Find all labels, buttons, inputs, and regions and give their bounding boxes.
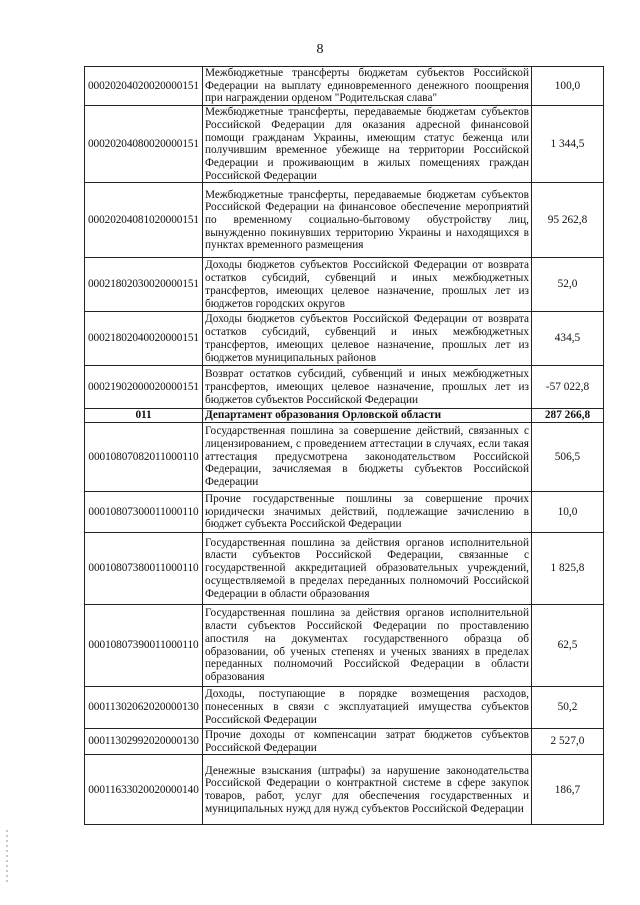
description-cell: Доходы бюджетов субъектов Российской Федерации от возврата остатков субсидий, субвенций и иных межбюджетных трансфертов, имеющих целевое назначение, прошлых лет из бюджетов муниципальных районов bbox=[203, 312, 532, 366]
description-cell: Департамент образования Орловской области bbox=[203, 409, 532, 423]
amount-cell: 62,5 bbox=[532, 605, 604, 687]
table-row bbox=[85, 605, 604, 687]
table-row bbox=[85, 183, 604, 258]
code-cell: 00020204081020000151 bbox=[85, 183, 203, 258]
table-row bbox=[85, 366, 604, 409]
description-cell: Государственная пошлина за действия органов исполнительной власти субъектов Российской Федерации, связанные с государственной аккредитацией образовательных учреждений, осуществляемой в пределах переданных полномочий Российской Федерации в области образования bbox=[203, 533, 532, 605]
amount-cell: -57 022,8 bbox=[532, 366, 604, 409]
description-cell: Межбюджетные трансферты, передаваемые бюджетам субъектов Российской Федерации для оказания адресной финансовой помощи гражданам Украины, имеющим статус беженца или получившим временное убежище на территории Российской Федерации и проживающим в жилых помещениях граждан Российской Федерации bbox=[203, 106, 532, 183]
description-cell: Межбюджетные трансферты, передаваемые бюджетам субъектов Российской Федерации на финансовое обеспечение мероприятий по временному социально-бытовому обустройству лиц, вынужденно покинувших территорию Украины и находящихся в пунктах временного размещения bbox=[203, 183, 532, 258]
table-row bbox=[85, 258, 604, 312]
description-cell: Возврат остатков субсидий, субвенций и иных межбюджетных трансфертов, имеющих целевое назначение, прошлых лет из бюджетов субъектов Российской Федерации bbox=[203, 366, 532, 409]
amount-cell: 10,0 bbox=[532, 492, 604, 533]
code-cell: 00011302992020000130 bbox=[85, 729, 203, 755]
table-row bbox=[85, 755, 604, 825]
code-cell: 00010807380011000110 bbox=[85, 533, 203, 605]
budget-revenue-table bbox=[84, 66, 604, 825]
description-cell: Денежные взыскания (штрафы) за нарушение законодательства Российской Федерации о контрактной системе в сфере закупок товаров, работ, услуг для обеспечения государственных и муниципальных нужд для нужд субъектов Российской Федерации bbox=[203, 755, 532, 825]
description-cell: Государственная пошлина за совершение действий, связанных с лицензированием, с проведением аттестации в случаях, если такая аттестация предусмотрена законодательством Российской Федерации, зачисляемая в бюджеты субъектов Российской Федерации bbox=[203, 423, 532, 492]
code-cell: 00010807300011000110 bbox=[85, 492, 203, 533]
amount-cell: 506,5 bbox=[532, 423, 604, 492]
code-cell: 00020204080020000151 bbox=[85, 106, 203, 183]
description-cell: Доходы бюджетов субъектов Российской Федерации от возврата остатков субсидий, субвенций и иных межбюджетных трансфертов, имеющих целевое назначение, прошлых лет из бюджетов городских округов bbox=[203, 258, 532, 312]
amount-cell: 52,0 bbox=[532, 258, 604, 312]
table-body bbox=[85, 67, 604, 825]
table-row bbox=[85, 492, 604, 533]
code-cell: 011 bbox=[85, 409, 203, 423]
amount-cell: 95 262,8 bbox=[532, 183, 604, 258]
table-row bbox=[85, 729, 604, 755]
table-row bbox=[85, 687, 604, 729]
code-cell: 00021802040020000151 bbox=[85, 312, 203, 366]
amount-cell: 186,7 bbox=[532, 755, 604, 825]
code-cell: 00021902000020000151 bbox=[85, 366, 203, 409]
code-cell: 00011633020020000140 bbox=[85, 755, 203, 825]
table-row bbox=[85, 312, 604, 366]
amount-cell: 100,0 bbox=[532, 67, 604, 106]
description-cell: Межбюджетные трансферты бюджетам субъектов Российской Федерации на выплату единовременного денежного поощрения при награждении орденом "Родительская слава" bbox=[203, 67, 532, 106]
table-row bbox=[85, 423, 604, 492]
amount-cell: 287 266,8 bbox=[532, 409, 604, 423]
description-cell: Прочие государственные пошлины за совершение прочих юридически значимых действий, подлежащие зачислению в бюджет субъекта Российской Федерации bbox=[203, 492, 532, 533]
table-row bbox=[85, 106, 604, 183]
code-cell: 00010807390011000110 bbox=[85, 605, 203, 687]
amount-cell: 2 527,0 bbox=[532, 729, 604, 755]
table-row bbox=[85, 67, 604, 106]
table-row bbox=[85, 533, 604, 605]
code-cell: 00010807082011000110 bbox=[85, 423, 203, 492]
amount-cell: 1 825,8 bbox=[532, 533, 604, 605]
amount-cell: 50,2 bbox=[532, 687, 604, 729]
description-cell: Доходы, поступающие в порядке возмещения расходов, понесенных в связи с эксплуатацией имущества субъектов Российской Федерации bbox=[203, 687, 532, 729]
code-cell: 00011302062020000130 bbox=[85, 687, 203, 729]
code-cell: 00021802030020000151 bbox=[85, 258, 203, 312]
amount-cell: 1 344,5 bbox=[532, 106, 604, 183]
scan-margin-mark bbox=[6, 830, 8, 882]
page-number: 8 bbox=[316, 42, 324, 57]
section-row bbox=[85, 409, 604, 423]
description-cell: Государственная пошлина за действия органов исполнительной власти субъектов Российской Федерации по проставлению апостиля на документах государственного образца об образовании, об ученых степенях и ученых званиях в пределах переданных полномочий Российской Федерации в области образования bbox=[203, 605, 532, 687]
code-cell: 00020204020020000151 bbox=[85, 67, 203, 106]
amount-cell: 434,5 bbox=[532, 312, 604, 366]
description-cell: Прочие доходы от компенсации затрат бюджетов субъектов Российской Федерации bbox=[203, 729, 532, 755]
